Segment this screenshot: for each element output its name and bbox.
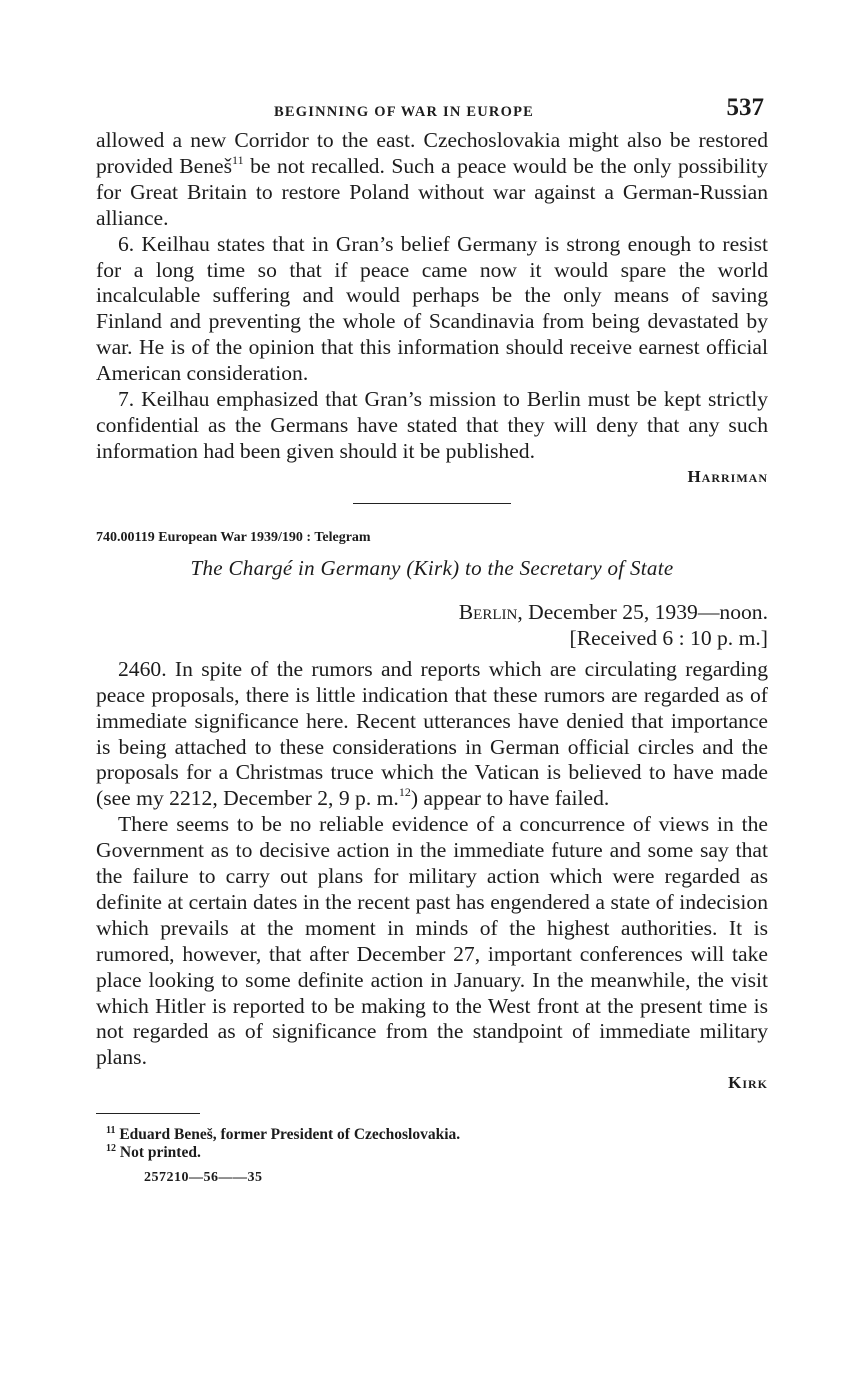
running-head: BEGINNING OF WAR IN EUROPE (274, 104, 535, 120)
file-number: 740.00119 European War 1939/190 : Telegram (96, 529, 371, 545)
dateline-place: Berlin (458, 599, 518, 624)
continued-paragraph: allowed a new Corridor to the east. Czechoslovakia might also be restored provided Beneš$^{11}$ be not recalled. Such a peace would be the only possibility for Great Britain to restore Poland without war against a German-Russian alliance. (96, 128, 768, 230)
print-code: 257210—56——35 (144, 1170, 263, 1186)
page-header (96, 92, 768, 128)
document-page (96, 92, 768, 1186)
footnote-ref-12: 12 (398, 785, 411, 800)
signature-harriman: Harriman (687, 466, 768, 486)
paragraph-6: 6. Keilhau states that in Gran’s belief Germany is strong enough to resist for a long time so that if peace came now it would spare the world incalculable suffering and would perhaps be the only means of saving Finland and preventing the whole of Scandinavia from being devastated by war. He is of the opinion that this information should receive earnest official American consideration. (96, 231, 768, 386)
received-line: [Received 6 : 10 p. m.] (569, 625, 768, 650)
footnote-11: $^{11}$ Eduard Beneš, former President of Czechoslovakia. (106, 1125, 461, 1144)
section-divider (353, 503, 511, 504)
footnote-ref-11: 11 (232, 152, 244, 167)
second-document (96, 657, 768, 1072)
paragraph-7: 7. Keilhau emphasized that Gran’s mission to Berlin must be kept strictly confidential as the Germans have stated that they will deny that any such information had been given should it be published. (96, 387, 768, 463)
signature-kirk: Kirk (728, 1073, 768, 1093)
first-document (96, 128, 768, 465)
page-number: 537 (726, 94, 764, 121)
telegram-paragraph-1: 2460. In spite of the rumors and reports which are circulating regarding peace proposals, there is little indication that these rumors are regarded as of immediate significance here. Recent utterances have denied that importance is being attached to these considerations in German official circles and the proposals for a Christmas truce which the Vatican is believed to have made (see my 2212, December 2, 9 p. m.$^{12}$) appear to have failed. (96, 656, 768, 811)
telegram-paragraph-2: There seems to be no reliable evidence of a concurrence of views in the Government as to decisive action in the immediate future and some say that the failure to carry out plans for military action which were regarded as definite at certain dates in the recent past has engendered a state of indecision which prevails at the moment in minds of the highest authorities. It is rumored, however, that after December 27, important conferences will take place looking to some definite action in January. In the meanwhile, the visit which Hitler is reported to be making to the West front at the present time is not regarded as of significance from the standpoint of immediate military plans. (96, 812, 768, 1070)
footnote-12: $^{12}$ Not printed. (106, 1143, 201, 1162)
document-title: The Chargé in Germany (Kirk) to the Secretary of State (190, 555, 674, 580)
footnotes (96, 1126, 768, 1162)
dateline (96, 599, 768, 625)
footnote-divider (96, 1113, 200, 1114)
dateline-date: , December 25, 1939—noon. (517, 599, 768, 624)
